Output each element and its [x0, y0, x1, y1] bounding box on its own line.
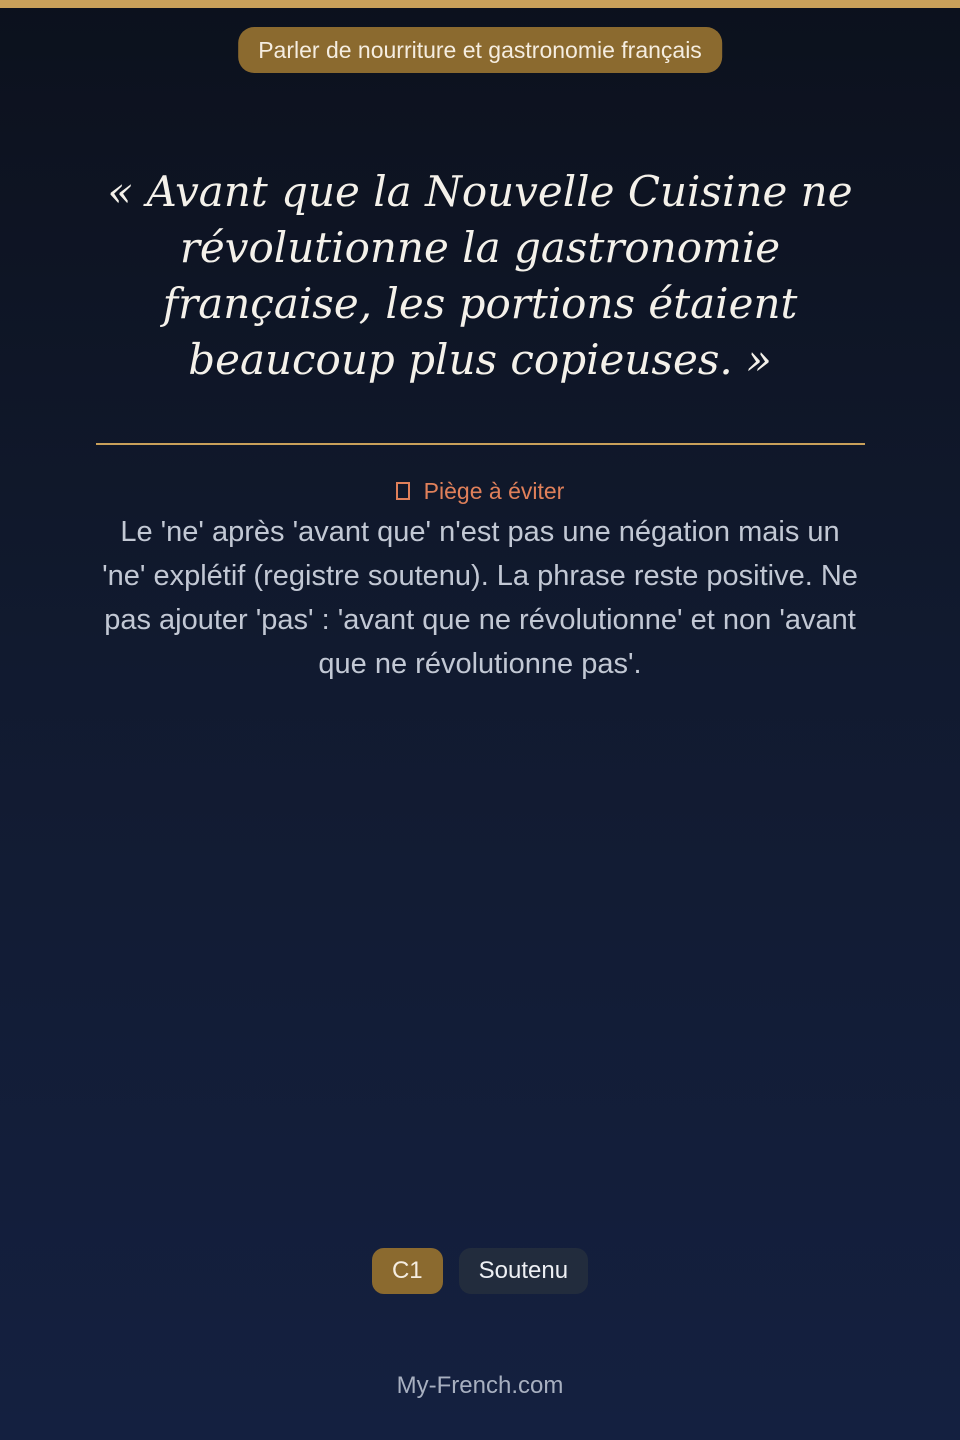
- level-badge: C1: [372, 1248, 443, 1294]
- top-accent-bar: [0, 0, 960, 8]
- site-footer: My-French.com: [396, 1372, 564, 1399]
- pitfall-label: Piège à éviter: [423, 478, 565, 504]
- register-badge: Soutenu: [459, 1248, 588, 1294]
- divider: [96, 443, 865, 445]
- pitfall-explanation: Le 'ne' après 'avant que' n'est pas une négation mais un 'ne' explétif (registre soutenu). La phrase reste positive. Ne pas ajouter 'pas' : 'avant que ne révolutionne' et non 'avant que ne révolutionne pas'.: [102, 516, 858, 680]
- tag-row: [0, 1248, 960, 1294]
- example-quote: « Avant que la Nouvelle Cuisine ne révolutionne la gastronomie française, les portions étaient beaucoup plus copieuses. »: [107, 167, 853, 384]
- warning-icon: [396, 482, 410, 500]
- pitfall-heading: [0, 476, 960, 506]
- topic-badge: Parler de nourriture et gastronomie français: [238, 27, 722, 73]
